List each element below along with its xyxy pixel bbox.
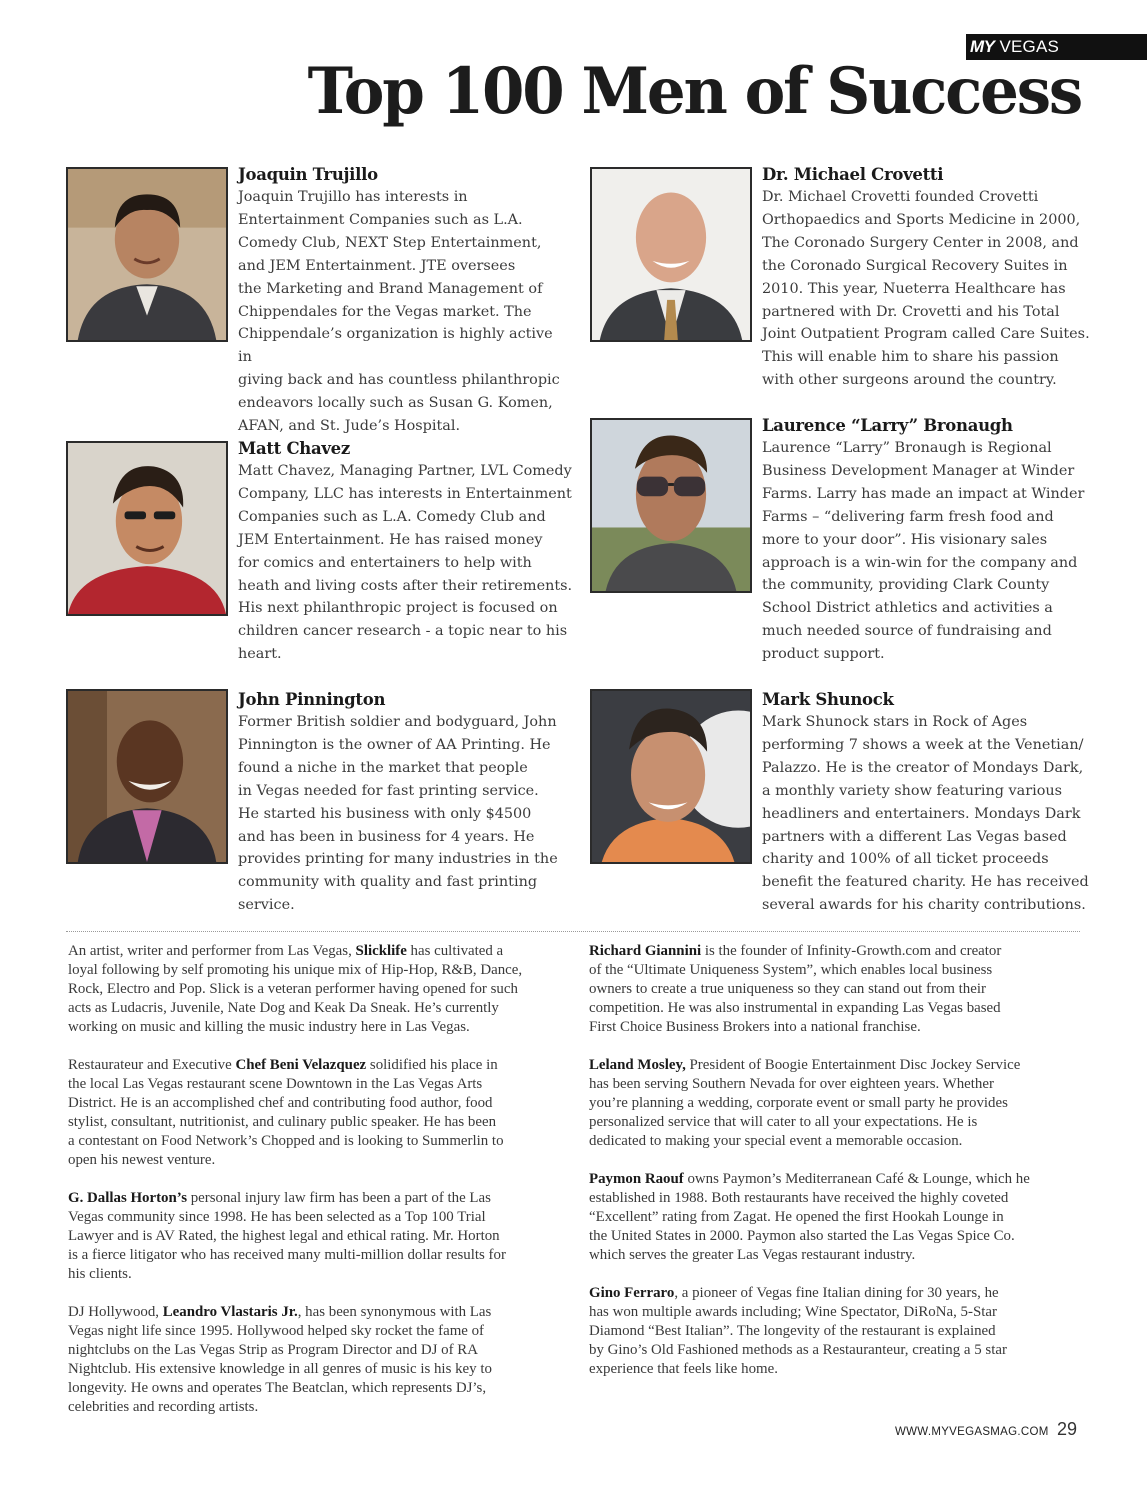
brief-paragraph: Restaurateur and Executive Chef Beni Velazquez solidified his place in the local Las Vegas restaurant scene Downtown in the Las Vegas Arts District. He is an accomplished chef and contributing food author, food stylist, consultant, nutritionist, and culinary public speaker. He has been a contestant on Food Network’s Chopped and is looking to Summerlin to open his newest venture. [68,1057,504,1168]
dotted-divider [66,931,1080,932]
section-tag-text: VEGAS [999,37,1060,56]
brief-paragraph: DJ Hollywood, Leandro Vlastaris Jr., has been synonymous with Las Vegas night life since 1995. Hollywood helped sky rocket the fame of nightclubs on the Las Vegas Strip as Program Director and DJ of RA Nightclub. His extensive knowledge in all genres of music is his key to longevity. He owns and operates The Beatclan, which represents DJ’s, celebrities and recording artists. [68,1304,492,1415]
portrait-photo [66,441,228,616]
portrait-photo [590,167,752,342]
portrait-photo [66,167,228,342]
brief-paragraph: G. Dallas Horton’s personal injury law firm has been a part of the Las Vegas community since 1998. He has been selected as a Top 100 Trial Lawyer and is AV Rated, the highest legal and ethical rating. Mr. Horton is a fierce litigator who has received many multi-million dollar results for his clients. [68,1190,506,1282]
profile-name: Matt Chavez [238,439,350,458]
page-number: 29 [1057,1419,1078,1439]
profile-name: John Pinnington [238,690,386,709]
brief-paragraph: Richard Giannini is the founder of Infinity-Growth.com and creator of the “Ultimate Uniqueness System”, which enables local business owners to create a true uniqueness so they can stand out from their competition. He was also instrumental in expanding Las Vegas based First Choice Business Brokers into a national franchise. [589,943,1002,1035]
profile-bio: Joaquin Trujillo has interests in Entertainment Companies such as L.A. Comedy Club, NEXT Step Entertainment, and JEM Entertainment. JTE oversees the Marketing and Brand Management of Chippendales for the Vegas market. The Chippendale’s organization is highly active in giving back and has countless philanthropic endeavors locally such as Susan G. Komen, AFAN, and St. Jude’s Hospital. [238,189,560,435]
profile-bio: Former British soldier and bodyguard, John Pinnington is the owner of AA Printing. He found a niche in the market that people in Vegas needed for fast printing service. He started his business with only $4500 and has been in business for 4 years. He provides printing for many industries in the community with quality and fast printing service. [238,714,558,914]
page-title: Top 100 Men of Success [307,54,1081,129]
profile-name: Joaquin Trujillo [238,165,378,184]
portrait-photo [66,689,228,864]
profile-bio: Dr. Michael Crovetti founded Crovetti Orthopaedics and Sports Medicine in 2000, The Coronado Surgery Center in 2008, and the Coronado Surgical Recovery Suites in 2010. This year, Nueterra Healthcare has partnered with Dr. Crovetti and his Total Joint Outpatient Program called Care Suites. This will enable him to share his passion with other surgeons around the country. [762,189,1090,389]
profile-bio: Laurence “Larry” Bronaugh is Regional Business Development Manager at Winder Farms. Larry has made an impact at Winder Farms – “delivering farm fresh food and more to your door”. His visionary sales approach is a win-win for the company and the community, providing Clark County School District athletics and activities a much needed source of fundraising and product support. [762,440,1085,663]
brief-paragraph: An artist, writer and performer from Las Vegas, Slicklife has cultivated a loyal following by self promoting his unique mix of Hip-Hop, R&B, Dance, Rock, Electro and Pop. Slick is a veteran performer having opened for such acts as Ludacris, Juvenile, Nate Dog and Keak Da Sneak. He’s currently working on music and killing the music industry here in Las Vegas. [68,943,523,1035]
profile-bio: Mark Shunock stars in Rock of Ages performing 7 shows a week at the Venetian/ Palazzo. He is the creator of Mondays Dark, a monthly variety show featuring various headliners and entertainers. Mondays Dark partners with a different Las Vegas based charity and 100% of all ticket proceeds benefit the featured charity. He has received several awards for his charity contributions. [762,714,1089,914]
profile-bio: Matt Chavez, Managing Partner, LVL Comedy Company, LLC has interests in Entertainment Companies such as L.A. Comedy Club and JEM Entertainment. He has raised money for comics and entertainers to help with heath and living costs after their retirements. His next philanthropic project is focused on children cancer research - a topic near to his heart. [238,463,573,663]
portrait-photo [590,418,752,593]
brief-paragraph: Paymon Raouf owns Paymon’s Mediterranean Café & Lounge, which he established in 1988. Both restaurants have received the highly coveted “Excellent” rating from Zagat. He opened the first Hookah Lounge in the United States in 2000. Paymon also started the Las Vegas Spice Co. which serves the greater Las Vegas restaurant industry. [589,1171,1030,1263]
magazine-url: WWW.MYVEGASMAG.COM [895,1426,1049,1438]
profile-name: Dr. Michael Crovetti [762,165,944,184]
portrait-photo [590,689,752,864]
brief-paragraph: Gino Ferraro, a pioneer of Vegas fine Italian dining for 30 years, he has won multiple awards including; Wine Spectator, DiRoNa, 5-Star Diamond “Best Italian”. The longevity of the restaurant is explained by Gino’s Old Fashioned methods as a Restauranteur, creating a 5 star experience that feels like home. [589,1285,1007,1377]
section-tag-brand: MY [970,37,995,56]
profile-name: Laurence “Larry” Bronaugh [762,416,1013,435]
profile-name: Mark Shunock [762,690,894,709]
briefs-right-column [589,942,1099,1398]
briefs-left-column [68,942,578,1436]
brief-paragraph: Leland Mosley, President of Boogie Entertainment Disc Jockey Service has been serving Southern Nevada for over eighteen years. Whether you’re planning a wedding, corporate event or small party he provides personalized service that will cater to all your expectations. He is dedicated to making your special event a memorable occasion. [589,1057,1021,1149]
